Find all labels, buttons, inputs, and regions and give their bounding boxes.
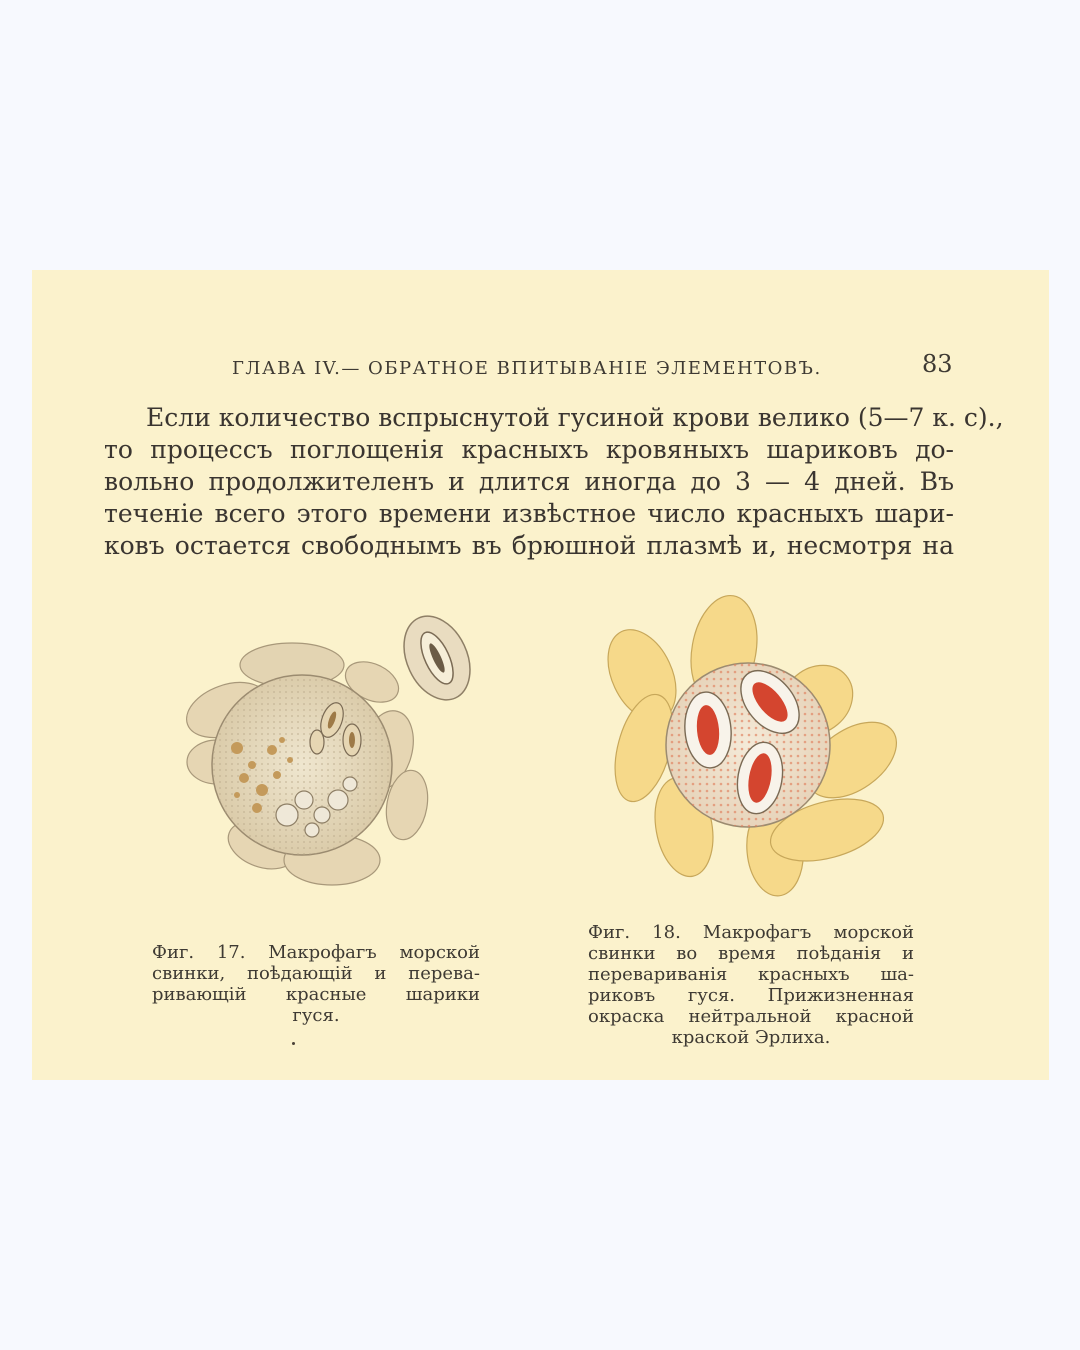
caption-line: риковъ гуся. Прижизненная xyxy=(588,985,914,1006)
caption-line: Фиг. 17. Макрофагъ морской xyxy=(152,942,480,963)
figure-18-macrophage xyxy=(595,590,911,898)
figure-18-caption xyxy=(588,922,914,1048)
caption-line: свинки во время поѣданія и xyxy=(588,943,914,964)
stray-dot xyxy=(292,1042,295,1045)
body-line: то процессъ поглощенія красныхъ кровяныхъ шариковъ до- xyxy=(104,435,954,464)
caption-line: краской Эрлиха. xyxy=(671,1027,831,1048)
caption-line: гуся. xyxy=(292,1005,340,1026)
body-line: вольно продолжителенъ и длится иногда до 3 — 4 дней. Въ xyxy=(104,467,954,496)
body-line: ковъ остается свободнымъ въ брюшной плазмѣ и, несмотря на xyxy=(104,531,954,560)
caption-line: свинки, поѣдающій и перева- xyxy=(152,963,480,984)
running-title: ГЛАВА IV.— ОБРАТНОЕ ВПИТЫВАНІЕ ЭЛЕМЕНТОВЪ. xyxy=(232,358,822,379)
caption-line: окраска нейтральной красной xyxy=(588,1006,914,1027)
figure-17-macrophage xyxy=(179,605,483,885)
caption-line: Фиг. 18. Макрофагъ морской xyxy=(588,922,914,943)
figure-17-caption xyxy=(152,942,480,1026)
body-line: теченіе всего этого времени извѣстное число красныхъ шари- xyxy=(104,499,954,528)
page-number: 83 xyxy=(922,350,953,378)
caption-line: перевариванія красныхъ ша- xyxy=(588,964,914,985)
caption-line: ривающій красные шарики xyxy=(152,984,480,1005)
book-page xyxy=(32,270,1049,1080)
body-line: Если количество вспрыснутой гусиной крови велико (5—7 к. с)., xyxy=(146,403,1004,432)
